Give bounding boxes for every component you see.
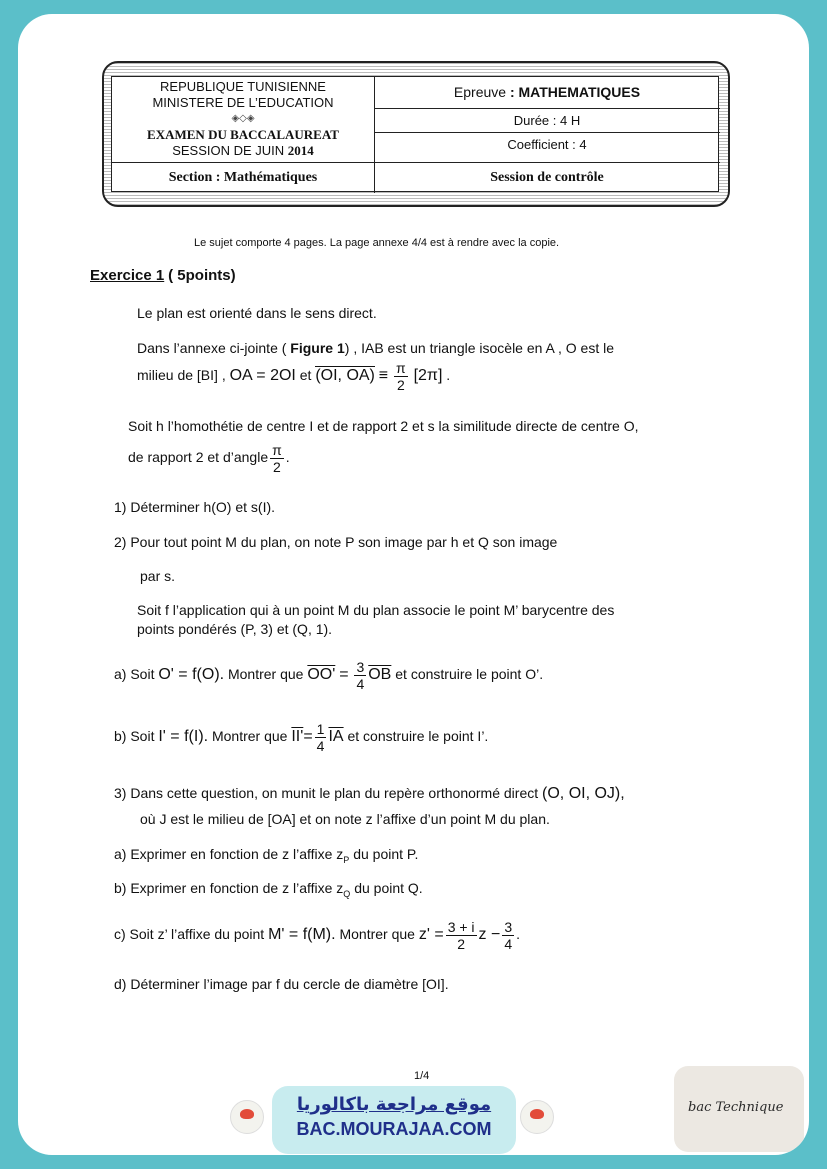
paragraph-2: Dans l’annexe ci-jointe ( Figure 1) , IAB est un triangle isocèle en A , O est le [137,340,615,356]
epreuve-label: Epreuve : MATHEMATIQUES [453,84,641,100]
republic-label: REPUBLIQUE TUNISIENNE [160,79,326,94]
right-logo-icon [520,1100,554,1134]
session-label: SESSION DE JUIN 2014 [172,143,314,158]
question-3-cont: où J est le milieu de [OA] et on note z l’affixe d’un point M du plan. [140,811,550,827]
exam-page [18,14,809,1155]
section-label: Section : Mathématiques [168,170,318,185]
paragraph-5: de rapport 2 et d’angle $\frac{\pi}{2}$ . [128,441,290,475]
duree-label: Durée : 4 H [513,113,581,128]
session-type-label: Session de contrôle [490,170,604,185]
question-2: 2) Pour tout point M du plan, on note P son image par h et Q son image [114,534,558,550]
question-2-weights: points pondérés (P, 3) et (Q, 1). [137,621,333,637]
question-2a: a) Soit O' = f(O). Montrer que OO' = $\frac{3}{4}$ $\overline{OB}$ et construire le point O’. [114,658,544,692]
paragraph-3: milieu de [BI] , OA = 2OI et (OI, OA) ≡ $\frac{\pi}{2}$ [2π] . [137,360,451,393]
ornament: ◈◇◈ [231,113,255,124]
site-badge[interactable] [272,1086,516,1154]
site-url[interactable]: BAC.MOURAJAA.COM [296,1119,492,1139]
site-arabic-name[interactable]: موقع مراجعة باكالوريا [296,1094,492,1115]
question-3b: b) Exprimer en fonction de z l’affixe $z_Q$ du point Q. [114,880,423,899]
exam-label: EXAMEN DU BACCALAUREAT [147,127,339,142]
page-number: 1/4 [414,1070,430,1082]
left-logo-icon [230,1100,264,1134]
question-2-definition: Soit f l’application qui à un point M du plan associe le point M’ barycentre des [137,602,615,618]
paragraph-4: Soit h l’homothétie de centre I et de rapport 2 et s la similitude directe de centre O, [128,418,639,434]
question-3c: c) Soit z’ l’affixe du point M' = f(M). Montrer que z' = $\frac{3 + i}{2}$ z − $\frac{3}{4}$ . [114,918,521,952]
question-3: 3) Dans cette question, on munit le plan du repère orthonormé direct (O, OI, OJ), [114,785,625,802]
instructions-note: Le sujet comporte 4 pages. La page annexe 4/4 est à rendre avec la copie. [194,237,560,249]
question-2-cont: par s. [140,568,176,584]
exercise-heading: Exercice 1 ( 5points) [90,267,236,284]
header-table [111,76,719,192]
question-3a: a) Exprimer en fonction de z l’affixe $z_P$ du point P. [114,846,419,865]
question-1: 1) Déterminer h(O) et s(I). [114,499,276,515]
exam-header [102,61,730,207]
coefficient-label: Coefficient : 4 [507,137,587,152]
ministry-label: MINISTERE DE L’EDUCATION [152,95,334,110]
question-3d: d) Déterminer l’image par f du cercle de diamètre [OI]. [114,976,449,992]
bac-technique-badge: bac Technique [674,1066,804,1152]
question-2b: b) Soit I' = f(I). Montrer que II'= $\frac{1}{4}$ $\overline{IA}$ et construire le point I’. [114,720,489,754]
paragraph-1: Le plan est orienté dans le sens direct. [137,305,377,321]
